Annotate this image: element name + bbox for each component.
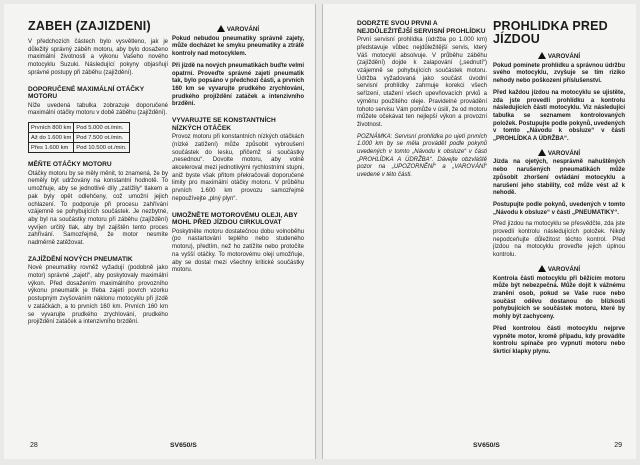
page-number-left: 28 (30, 442, 38, 449)
footer-model-left: SV650/S (170, 442, 197, 449)
pre-ride-text-2: Postupujte podle pokynů, uvedených v tomto „Návodu k obsluze“ v části „PNEUMATIKY“. (493, 201, 625, 216)
heading-oil-circulation: UMOŽNĚTE MOTOROVÉMU OLEJI, ABY MOHL PŘED JÍZDOU CIRKULOVAT (172, 211, 298, 227)
heading-vary-rpm: MĚŇTE OTÁČKY MOTORU (28, 161, 112, 169)
table-row (29, 143, 130, 153)
warning-text: Pokud nebudou pneumatiky správně zajety, může docházet ke smyku pneumatiky a ztrátě kontroly nad motocyklem. (172, 35, 304, 58)
new-tires-text: Nové pneumatiky rovněž vyžadují (podobně jako motor) správné „zajetí“, aby poskytovaly maximální výkon. Před dosažením maximálního provozního výkonu pneumatik je třeba zajetí povrch vzorku postupným zvyšováním náklonu motocyklu při jízdě v zatáčkách, a to prvních 160 km. Prvních 160 km se vyvarujte prudkého zrychlování, prudkého projíždění zatáček a intenzivního brzdění. (28, 265, 168, 326)
page-title-break-in: ZÁBĚH (ZAJÍŽDĚNÍ) (28, 20, 151, 33)
rpm-table (28, 122, 130, 153)
table-cell: Přes 1.600 km (29, 143, 74, 153)
oil-circulation-text: Poskytněte motoru dostatečnou dobu volnoběhu (po nastartování teplého nebo studeného motoru), předtím, než ho zatížíte nebo protočíte na vyšší otáčky. To motorovému oleji umožňuje, aby se dostal mezi všechny kritické součástky motoru. (172, 228, 304, 274)
max-rpm-text: Níže uvedená tabulka zobrazuje doporučené maximální otáčky motoru v době záběhu (zajíždění). (28, 102, 168, 117)
first-service-text: První servisní prohlídka (údržba po 1.000 km) představuje vůbec nejdůležitější servis, který Váš motocykl absolvuje. V průběhu záběhu (zajíždění) dojde k zalapování („sednutí“) vzájemně se pohybujících součástek motoru. Údržba vyžadovaná jako součást úvodní servisní prohlídky zahrnuje korekci všech seřízení, utažení všech upevňovacích prvků a výměnu použitého oleje. Pravidelné provádění tohoto servisu Vám pomůže v úsilí, že od motoru můžete očekávat ten nejlepší výkon a provozní životnost. (357, 37, 487, 128)
pre-ride-text-3: Před jízdou na motocyklu se přesvědčte, zda jste provedli kontrolu následujících položek. Nikdy nepodceňujte důležitost těchto kontrol. Před jízdou na motocyklu proveďte jejich úplnou kontrolu. (493, 221, 625, 259)
table-cell: Pod 7.500 ot./min. (74, 133, 129, 143)
table-cell: Pod 10.500 ot./min. (74, 143, 129, 153)
warning-text: Kontrola části motocyklu při běžícím motoru může být nebezpečná. Může dojít k vážnému zranění osob, pokud se Vaše ruce nebo součást oděvu dostanou do blízkosti pohybujících se součástek motoru, které by mohly být zachyceny. (493, 275, 625, 321)
warning-triangle-icon (538, 149, 546, 156)
warning-text-2: Při jízdě na nových pneumatikách buďte velmi opatrní. Proveďte správné zajetí pneumatik tak, bylo popsáno v předchozí části, a prvních 160 km se vyvarujte prudkého zrychlování, prudkého projíždění zatáček a intenzivního brzdění. (172, 62, 304, 108)
right-page-column-2 (493, 20, 625, 429)
heading-constant-low-rpm: VYVARUJTE SE KONSTANTNÍCH NÍZKÝCH OTÁČEK (172, 117, 276, 132)
pre-ride-text-4: Před kontrolou části motocyklu nejprve vypněte motor, kromě případu, kdy provádíte kontrolu spínače pro vypnutí motoru nebo škrticí klapky plynu. (493, 325, 625, 355)
left-page (4, 4, 316, 459)
warning-label: VAROVÁNÍ (493, 265, 625, 274)
warning-triangle-icon (538, 52, 546, 59)
pre-ride-text-1: Před každou jízdou na motocyklu se ujistěte, zda jste provedli prohlídku a kontrolu následujících částí motocyklu. Viz následující tabulka se seznamem kontrolovaných položek. Postupujte podle pokynů, uvedených v tomto „Návodu k obsluze“ v části „PROHLÍDKA A ÚDRŽBA“. (493, 89, 625, 143)
warning-label: VAROVÁNÍ (493, 52, 625, 61)
warning-triangle-icon (538, 265, 546, 272)
heading-new-tires: ZAJÍŽDĚNÍ NOVÝCH PNEUMATIK (28, 255, 133, 263)
warning-text: Jízda na ojetých, nesprávně nahuštěných nebo narušených pneumatikách může způsobit zhoršení ovládání motocyklu a narušení jeho stability, což může vést až k nehodě. (493, 159, 625, 197)
table-row (29, 133, 130, 143)
table-cell: Pod 5.000 ot./min. (74, 123, 129, 133)
heading-first-service: DODRŽTE SVOU PRVNÍ A NEJDŮLEŽITĚJŠÍ SERVISNÍ PROHLÍDKU (357, 20, 486, 35)
break-in-intro: V předchozích částech bylo vysvětleno, jak je důležitý správný záběh motoru, aby bylo dosaženo maximální životnosti a výkonu Vašeho nového motocyklu Suzuki. Následující pokyny objasňují správné postupy při záběhu (zajíždění). (28, 39, 168, 76)
table-cell: Prvních 800 km (29, 123, 74, 133)
warning-label: VAROVÁNÍ (493, 149, 625, 158)
left-page-column-2 (172, 20, 304, 429)
table-row (29, 123, 130, 133)
heading-max-rpm: DOPORUČENÉ MAXIMÁLNÍ OTÁČKY MOTORU (28, 85, 145, 101)
left-page-column-1 (28, 20, 168, 429)
warning-triangle-icon (217, 25, 225, 32)
warning-label: VAROVÁNÍ (172, 25, 304, 34)
table-cell: Až do 1.600 km (29, 133, 74, 143)
vary-rpm-text: Otáčky motoru by se měly měnit, to znamená, že by neměly být udržovány na konstantní hodnotě. To umožňuje, aby se jednotlivé díly „zatížily“ tlakem a pak byly opět odlehčeny, což umožní jejich ochlazení. To podporuje při procesu zahřívání vzájemně se pohybujících součástek. Je nezbytné, aby byl na součástky motoru při záběhu (zajíždění) vyvíjen určitý tlak, aby byl zajištěn tento proces zahřívání. Samozřejmě, že motor nesmíte nadměrně zatěžovat. (28, 170, 168, 247)
page-number-right: 29 (614, 442, 622, 449)
page-title-pre-ride: PROHLÍDKA PŘED JÍZDOU (493, 20, 608, 46)
constant-low-rpm-text: Provoz motoru při konstantních nízkých otáčkách (nízké zatížení) může způsobit vybroušení součástek do lesku, přičemž si součástky „nesednou“. Dovolte motoru, aby volně akceleroval mezi jednotlivými rychlostními stupni, aniž byste však přitom překračovali doporučené limity pro maximální otáčky motoru. V průběhu prvních 1.600 km provozu samozřejmě nepoužívejte „plný plyn“. (172, 134, 304, 202)
warning-text: Pokud pominete prohlídku a správnou údržbu svého motocyklu, zvyšuje se tím riziko nehody nebo poškození příslušenství. (493, 62, 625, 85)
right-page (322, 4, 636, 459)
right-page-column-1 (357, 20, 487, 429)
footer-model-right: SV650/S (473, 442, 500, 449)
service-note: POZNÁMKA: Servisní prohlídka po ujetí prvních 1.000 km by se měla provádět podle pokynů uvedených v tomto „Návodu k obsluze“ v části „PROHLÍDKA A ÚDRŽBA“. Dávejte obzvláště pozor na „UPOZORNĚNÍ“ a „VAROVÁNÍ“ uvedené v této části. (357, 133, 487, 179)
